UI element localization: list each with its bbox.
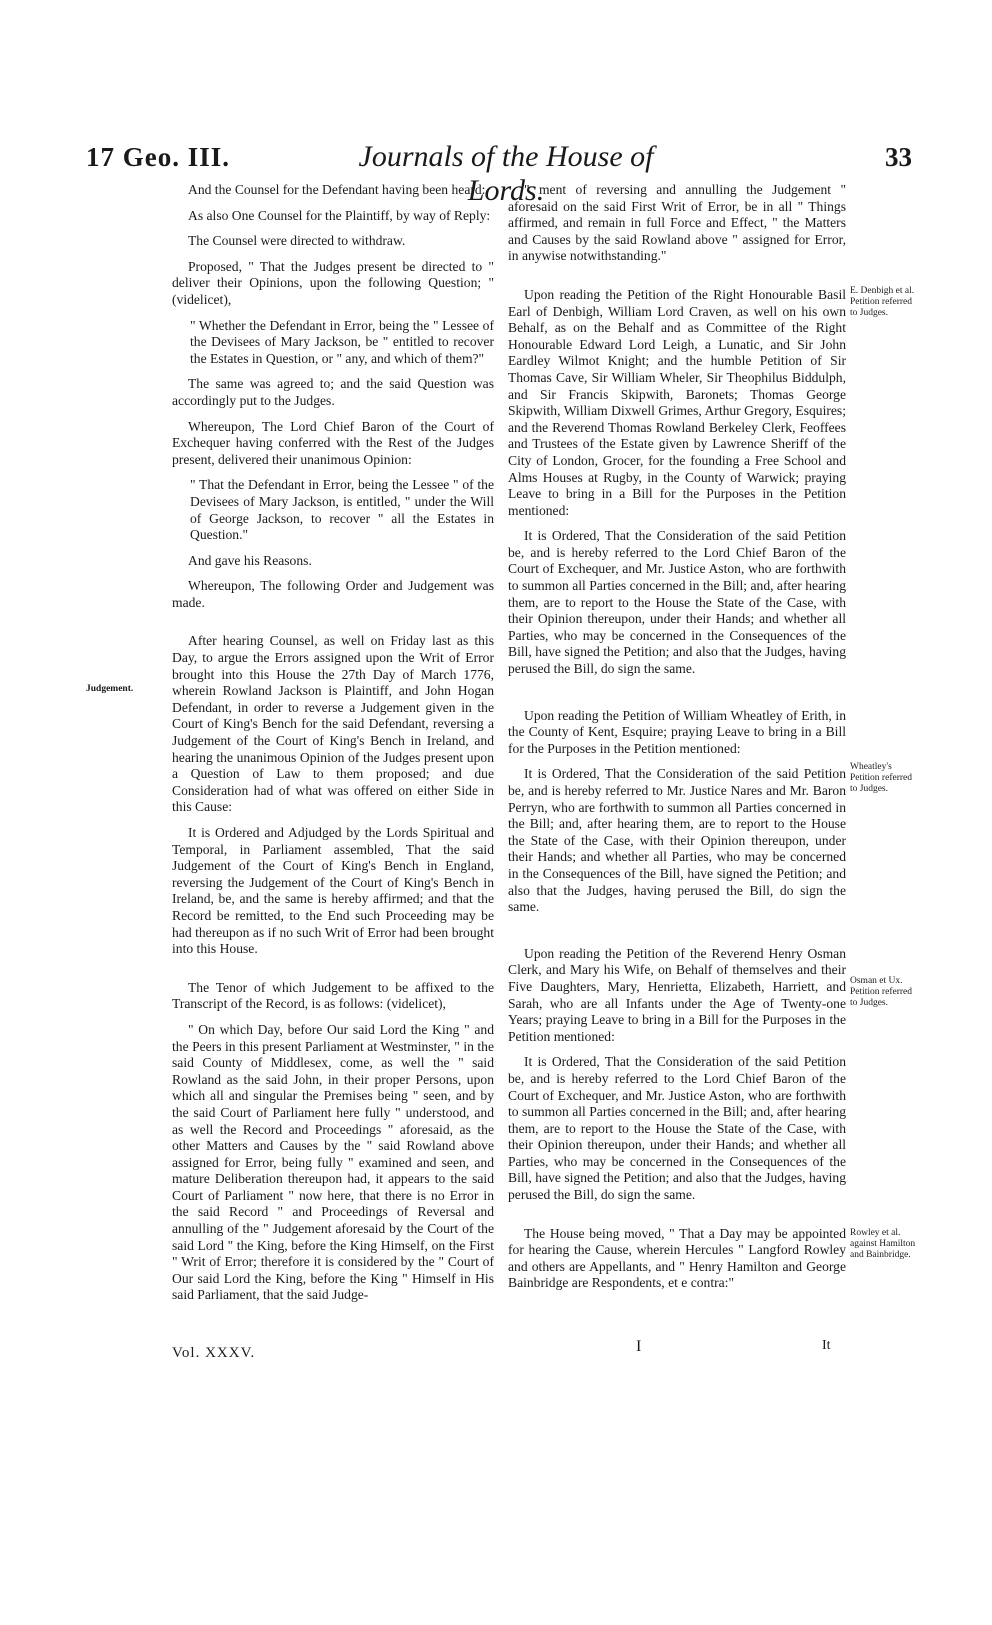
margin-note-denbigh: E. Denbigh et al. Petition referred to Judges. (850, 286, 915, 318)
paragraph: It is Ordered and Adjudged by the Lords Spiritual and Temporal, in Parliament assembled, That the said Judgement of the Court of King's Bench in England, reversing the Judgement of the Court of King's Bench in Ireland, be, and the same is hereby affirmed; and that the Record be remitted, to the End such Proceeding may be had thereupon as if no such Writ of Error had been brought into this House. (172, 825, 494, 957)
catchword: It (822, 1338, 831, 1353)
denbigh-petition: Upon reading the Petition of the Right Honourable Basil Earl of Denbigh, William Lord Craven, as well on his own Behalf, as on the Behalf and as Committee of the Right Honourable Edward Lord Leigh, a Lunatic, and Sir John Eardley Wilmot Knight; and the humble Petition of Sir Thomas Cave, Sir William Wheler, Sir Theophilus Biddulph, and Sir Francis Skipwith, Baronets; Thomas George Skipwith, William Dixwell Grimes, Arthur Gregory, Esquires; and the Reverend Thomas Rowland Berkeley Clerk, Feoffees and Trustees of the Estate given by Lawrence Sheriff of the City of London, Grocer, for the founding a Free School and Alms Houses at Rugby, in the County of Warwick; praying Leave to bring in a Bill for the Purposes in the Petition mentioned: (508, 286, 846, 518)
paragraph: The Counsel were directed to withdraw. (188, 233, 406, 249)
paragraph: Proposed, " That the Judges present be directed to " deliver their Opinions, upon the following Question; " (videlicet), (172, 258, 494, 307)
margin-note-wheatley: Wheatley's Petition referred to Judges. (850, 762, 912, 794)
paragraph: Whereupon, The following Order and Judgement was made. (172, 578, 494, 610)
paragraph: As also One Counsel for the Plaintiff, by way of Reply: (188, 207, 491, 223)
osman-petition: Upon reading the Petition of the Reverend Henry Osman Clerk, and Mary his Wife, on Behalf of themselves and their Five Daughters, Mary, Henrietta, Elizabeth, Harriett, and Sarah, who are all Infants under the Age of Twenty-one Years; praying Leave to bring in a Bill for the Purposes in the Petition mentioned: (508, 945, 846, 1044)
quoted-question: " Whether the Defendant in Error, being the " Lessee of the Devisees of Mary Jackson, be " entitled to recover the Estates in Question, or " any, and which of them?" (190, 317, 494, 366)
page-number: 33 (885, 142, 912, 172)
quoted-opinion: " That the Defendant in Error, being the Lessee " of the Devisees of Mary Jackson, is entitled, " under the Will of George Jackson, to recover " all the Estates in Question." (190, 477, 494, 543)
paragraph: It is Ordered, That the Consideration of the said Petition be, and is hereby referred to the Lord Chief Baron of the Court of Exchequer, and Mr. Justice Aston, who are forthwith to summon all Parties concerned in the Bill; and, after hearing them, are to report to the House the State of the Case, with their Opinion thereupon, under their Hands; and whether all Parties, who may be concerned in the Consequences of the Bill, have signed the Petition; and also that the Judges, having perused the Bill, do sign the same. (508, 1054, 846, 1203)
volume-number: Vol. XXXV. (172, 1345, 256, 1361)
quoted-tenor: " On which Day, before Our said Lord the King " and the Peers in this present Parliament at Westminster, " in the said County of Middlesex, come, as well the " said Rowland as the said John, in their proper Persons, upon which all and singular the Premises being " seen, and by the said Court of Parliament here fully " understood, and as well the Record and Proceedings " aforesaid, as the other Matters and Causes by the " said Rowland above assigned for Error, being fully " examined and seen, and mature Deliberation thereupon had, it appears to the said Court of Parliament " now here, that there is no Error in the said Record " and Proceedings of Reversal and annulling of the " Judgement aforesaid by the Court of the said Lord " the King, before the King Himself, on the First " Writ of Error; therefore it is considered by the " Court of Our said Lord the King, before the King " Himself in His said Parliament, that the said Judge- (172, 1021, 494, 1303)
margin-note-osman: Osman et Ux. Petition referred to Judges. (850, 976, 912, 1008)
paragraph: It is Ordered, That the Consideration of the said Petition be, and is hereby referred to Mr. Justice Nares and Mr. Baron Perryn, who are forthwith to summon all Parties concerned in the Bill; and, after hearing them, are to report to the House the State of the Case, with their Opinion thereupon, under their Hands; and whether all Parties, who may be concerned in the Consequences of the Bill, have signed the Petition; and also that the Judges, having perused the Bill, do sign the same. (508, 766, 846, 915)
judgement-paragraph: After hearing Counsel, as well on Friday last as this Day, to argue the Errors assigned upon the Writ of Error brought into this House the 27th Day of March 1776, wherein Rowland Jackson is Plaintiff, and John Hogan Defendant, in order to reverse a Judgement given in the Court of King's Bench for the said Defendant, reversing a Judgement of the Court of King's Bench in Ireland, and hearing the unanimous Opinion of the Judges present upon a Question of Law to them proposed; and due Consideration had of what was offered on either Side in this Cause: (172, 633, 494, 815)
regnal-year: 17 Geo. III. (86, 142, 231, 172)
paragraph: The same was agreed to; and the said Question was accordingly put to the Judges. (172, 376, 494, 408)
running-title: Journals of the House of Lords. (358, 140, 654, 207)
paragraph: It is Ordered, That the Consideration of the said Petition be, and is hereby referred to the Lord Chief Baron of the Court of Exchequer, and Mr. Justice Aston, who are forthwith to summon all Parties concerned in the Bill; and, after hearing them, are to report to the House the State of the Case, with their Opinion thereupon, under their Hands; and whether all Parties, who may be concerned in the Consequences of the Bill, have signed the Petition; and also that the Judges, having perused the Bill, do sign the same. (508, 528, 846, 677)
quoted-tenor-continued: " ment of reversing and annulling the Judgement " aforesaid on the said First Writ of Error, be in all " Things affirmed, and remain in full Force and Effect, " the Matters and Causes by the said Rowland above " assigned for Error, in anywise notwithstanding." (508, 182, 846, 264)
rowley-motion: The House being moved, " That a Day may be appointed for hearing the Cause, wherein Hercules " Langford Rowley and others are Appellants, and " Henry Hamilton and George Bainbridge are Respondents, et e contra:" (508, 1225, 846, 1291)
right-column (508, 182, 846, 1301)
paragraph: The Tenor of which Judgement to be affixed to the Transcript of the Record, is as follows: (videlicet), (172, 979, 494, 1012)
margin-note-rowley: Rowley et al. against Hamilton and Bainbridge. (850, 1228, 916, 1260)
paragraph: Whereupon, The Lord Chief Baron of the Court of Exchequer having conferred with the Rest of the Judges present, delivered their unanimous Opinion: (172, 418, 494, 467)
paragraph: And gave his Reasons. (188, 552, 312, 568)
wheatley-petition: Upon reading the Petition of William Wheatley of Erith, in the County of Kent, Esquire; praying Leave to bring in a Bill for the Purposes in the Petition mentioned: (508, 707, 846, 756)
margin-note-judgement: Judgement. (86, 684, 134, 694)
paragraph: And the Counsel for the Defendant having been heard: (188, 182, 486, 197)
signature-mark: I (636, 1338, 642, 1355)
